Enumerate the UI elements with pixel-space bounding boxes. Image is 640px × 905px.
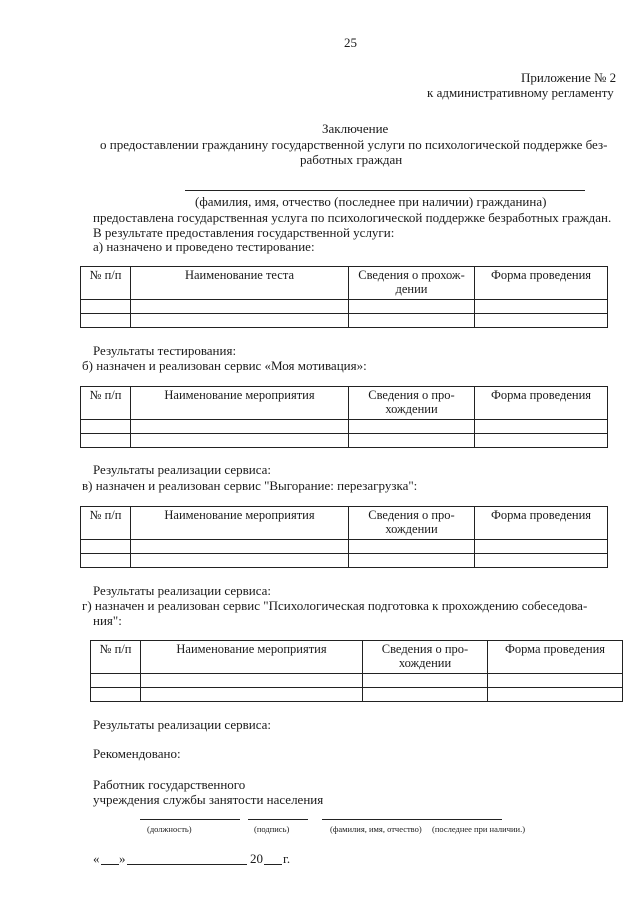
document-title-line1: о предоставлении гражданину государственной услуги по психологической поддержке без- [100,137,608,152]
document-heading: Заключение [322,121,389,136]
table-header-event-name: Наименование мероприятия [131,387,349,420]
date-year-line [264,864,282,865]
signature-line-signature [248,819,308,820]
date-month-line [127,864,247,865]
signature-line-name [322,819,502,820]
intro-line1: предоставлена государственная услуга по психологической поддержке безработных граждан. [93,210,612,225]
table-header-form: Форма проведения [488,641,623,674]
table-header-test-name: Наименование теста [131,267,349,300]
document-title-line2: работных граждан [300,152,403,167]
table-header-completion-info: Сведения о про- хождении [363,641,488,674]
burnout-service-table [80,506,608,568]
table-row [81,300,608,314]
motivation-service-table [80,386,608,448]
date-day-line [101,864,119,865]
table-row [91,688,623,702]
table-header-completion-info: Сведения о прохож- дении [349,267,475,300]
section-c-label: в) назначен и реализован сервис "Выгорание: перезагрузка": [82,478,418,493]
intro-line3: а) назначено и проведено тестирование: [93,239,315,254]
table-row [81,554,608,568]
caption-name: (фамилия, имя, отчество) [330,824,422,834]
appendix-line1: Приложение № 2 [521,70,617,85]
results-testing-label: Результаты тестирования: [93,343,237,358]
table-header-completion-info: Сведения о про- хождении [349,387,475,420]
table-row [81,420,608,434]
table-row [91,674,623,688]
table-header-form: Форма проведения [475,387,608,420]
table-header-event-name: Наименование мероприятия [141,641,363,674]
caption-signature: (подпись) [254,824,290,834]
date-close-quote: » [119,851,126,866]
section-b-label: б) назначен и реализован сервис «Моя мотивация»: [82,358,367,373]
caption-position: (должность) [147,824,192,834]
intro-line2: В результате предоставления государственной услуги: [93,225,395,240]
citizen-name-caption: (фамилия, имя, отчество (последнее при наличии) гражданина) [195,194,547,209]
table-header-completion-info: Сведения о про- хождении [349,507,475,540]
table-row [81,540,608,554]
date-open-quote: « [93,851,100,866]
interview-prep-service-table [90,640,623,702]
date-year-suffix: г. [283,851,291,866]
results-service-b-label: Результаты реализации сервиса: [93,462,272,477]
table-header-number: № п/п [81,507,131,540]
section-d-line1: г) назначен и реализован сервис "Психологическая подготовка к прохождению собеседова- [82,598,588,613]
table-header-form: Форма проведения [475,267,608,300]
worker-line2: учреждения службы занятости населения [93,792,324,807]
testing-table [80,266,608,328]
worker-line1: Работник государственного [93,777,246,792]
appendix-line2: к административному регламенту [427,85,614,100]
table-header-event-name: Наименование мероприятия [131,507,349,540]
recommended-label: Рекомендовано: [93,746,181,761]
table-header-number: № п/п [91,641,141,674]
section-d-line2: ния": [93,613,122,628]
signature-line-position [140,819,240,820]
caption-note: (последнее при наличии.) [432,824,526,834]
date-year-prefix: 20 [250,851,263,866]
table-row [81,314,608,328]
results-service-d-label: Результаты реализации сервиса: [93,717,272,732]
table-row [81,434,608,448]
results-service-c-label: Результаты реализации сервиса: [93,583,272,598]
table-header-number: № п/п [81,387,131,420]
page-number: 25 [344,35,357,50]
table-header-form: Форма проведения [475,507,608,540]
table-header-number: № п/п [81,267,131,300]
citizen-name-line [185,190,585,191]
